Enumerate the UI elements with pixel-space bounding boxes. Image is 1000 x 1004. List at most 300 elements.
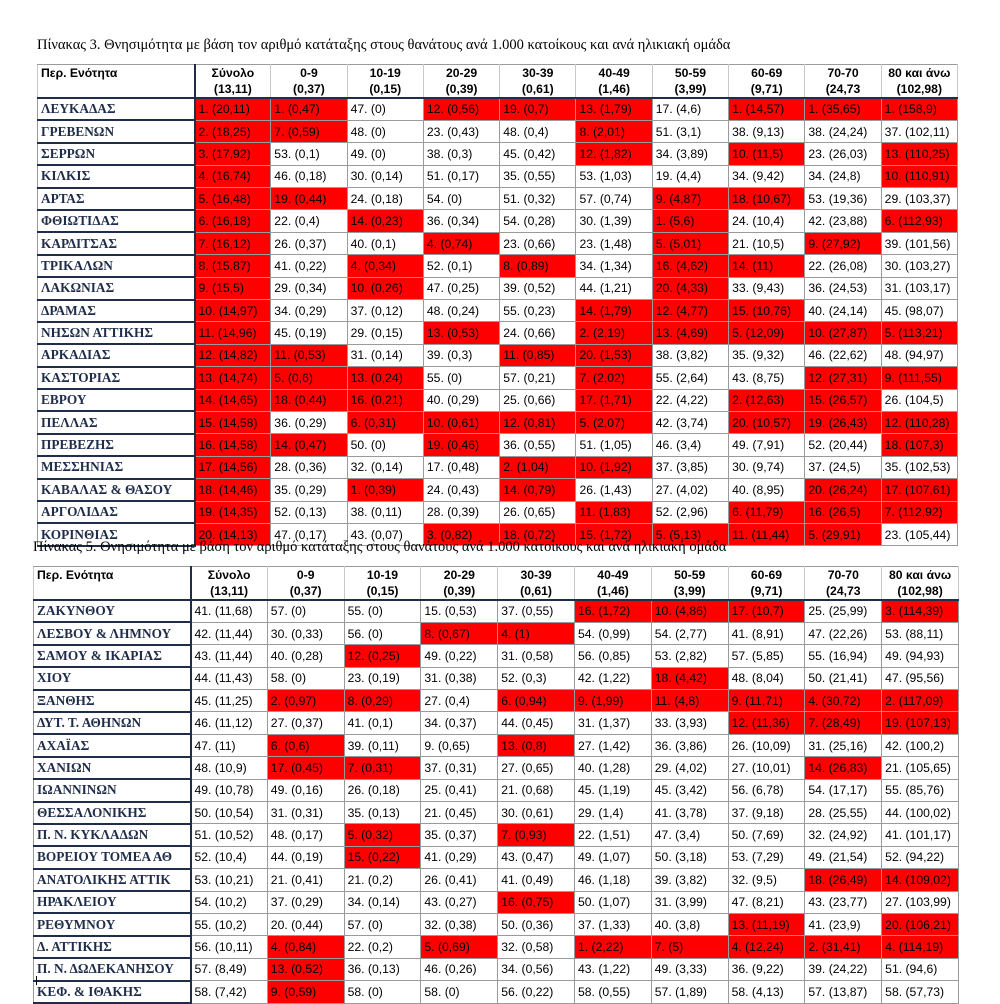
rank-cell: 41. (3,78)	[651, 802, 728, 824]
rank-cell: 41. (11,68)	[191, 600, 268, 622]
rank-cell: 57. (0)	[344, 913, 421, 935]
region-name: ΧΙΟΥ	[34, 667, 191, 689]
rank-cell: 39. (0,52)	[500, 277, 576, 299]
region-name: ΧΑΝΙΩΝ	[34, 757, 191, 779]
rank-cell: 22. (1,51)	[574, 824, 651, 846]
rank-cell-highlighted: 6. (112,93)	[881, 210, 957, 232]
rank-cell: 35. (9,32)	[729, 344, 805, 366]
rank-cell-highlighted: 12. (0,81)	[500, 411, 576, 433]
region-name: ΚΕΦ. & ΙΘΑΚΗΣ	[34, 981, 191, 1003]
rank-cell: 37. (9,18)	[728, 802, 805, 824]
column-header-label: 60-69	[729, 65, 805, 82]
rank-cell: 36. (24,53)	[805, 277, 881, 299]
region-name: ΑΝΑΤΟΛΙΚΗΣ ΑΤΤΙΚ	[34, 869, 191, 891]
table-row	[38, 210, 958, 232]
table-row	[34, 690, 959, 712]
rank-cell: 31. (3,99)	[651, 891, 728, 913]
rank-cell-highlighted: 19. (14,35)	[195, 501, 271, 523]
rank-cell: 40. (1,28)	[574, 757, 651, 779]
table-row	[34, 913, 959, 935]
rank-cell: 9. (0,65)	[421, 734, 498, 756]
rank-cell: 23. (0,43)	[423, 120, 499, 142]
rank-cell: 31. (0,31)	[267, 802, 344, 824]
region-name: ΑΧΑΪΑΣ	[34, 734, 191, 756]
table-row	[38, 143, 958, 165]
rank-cell: 36. (0,13)	[344, 958, 421, 980]
rank-cell-highlighted: 14. (26,83)	[805, 757, 882, 779]
column-header-average: (0,61)	[500, 81, 576, 98]
rank-cell-highlighted: 15. (14,58)	[195, 411, 271, 433]
rank-cell-highlighted: 4. (0,84)	[267, 936, 344, 958]
table-row	[34, 600, 959, 622]
rank-cell: 48. (0,4)	[500, 120, 576, 142]
rank-cell: 34. (0,14)	[344, 891, 421, 913]
rank-cell: 46. (11,12)	[191, 712, 268, 734]
region-name: ΖΑΚΥΝΘΟΥ	[34, 600, 191, 622]
rank-cell: 27. (1,42)	[574, 734, 651, 756]
region-name: ΝΗΣΩΝ ΑΤΤΙΚΗΣ	[38, 322, 195, 344]
rank-cell: 45. (3,42)	[651, 779, 728, 801]
rank-cell-highlighted: 13. (11,19)	[728, 913, 805, 935]
rank-cell: 47. (11)	[191, 734, 268, 756]
region-name: ΦΘΙΩΤΙΔΑΣ	[38, 210, 195, 232]
table-row	[34, 936, 959, 958]
rank-cell: 49. (10,78)	[191, 779, 268, 801]
table-row	[34, 734, 959, 756]
rank-cell: 24. (10,4)	[729, 210, 805, 232]
rank-cell: 52. (20,44)	[805, 434, 881, 456]
rank-cell: 43. (0,47)	[498, 846, 575, 868]
rank-cell: 45. (1,19)	[574, 779, 651, 801]
rank-cell: 43. (23,77)	[805, 891, 882, 913]
rank-cell: 51. (0,32)	[500, 188, 576, 210]
column-header-region: Περ. Ενότητα	[34, 567, 191, 601]
rank-cell: 40. (8,95)	[729, 479, 805, 501]
table-row	[38, 434, 958, 456]
table-row	[34, 869, 959, 891]
rank-cell: 41. (0,49)	[498, 869, 575, 891]
table-row	[34, 712, 959, 734]
rank-cell: 46. (0,26)	[421, 958, 498, 980]
table-row	[34, 622, 959, 644]
rank-cell-highlighted: 18. (0,72)	[500, 523, 576, 545]
rank-cell-highlighted: 5. (2,07)	[576, 411, 652, 433]
rank-cell-highlighted: 19. (0,7)	[500, 98, 576, 120]
column-header-label: 50-59	[652, 65, 728, 82]
table-row	[34, 891, 959, 913]
rank-cell: 45. (11,25)	[191, 690, 268, 712]
rank-cell: 32. (0,58)	[498, 936, 575, 958]
rank-cell: 26. (104,5)	[881, 389, 957, 411]
region-name: ΑΡΓΟΛΙΔΑΣ	[38, 501, 195, 523]
table-row	[34, 981, 959, 1003]
rank-cell: 46. (22,62)	[805, 344, 881, 366]
rank-cell: 28. (0,39)	[423, 501, 499, 523]
rank-cell: 42. (3,74)	[652, 411, 728, 433]
rank-cell: 38. (0,11)	[347, 501, 423, 523]
rank-cell-highlighted: 18. (26,49)	[805, 869, 882, 891]
rank-cell: 39. (101,56)	[881, 232, 957, 254]
region-name: ΔΡΑΜΑΣ	[38, 300, 195, 322]
rank-cell: 49. (7,91)	[729, 434, 805, 456]
rank-cell-highlighted: 16. (0,75)	[498, 891, 575, 913]
region-name: ΘΕΣΣΑΛΟΝΙΚΗΣ	[34, 802, 191, 824]
rank-cell: 33. (3,93)	[651, 712, 728, 734]
rank-cell-highlighted: 9. (1,99)	[574, 690, 651, 712]
region-name: ΣΑΜΟΥ & ΙΚΑΡΙΑΣ	[34, 645, 191, 667]
column-header-average: (0,15)	[344, 583, 421, 600]
rank-cell: 58. (7,42)	[191, 981, 268, 1003]
rank-cell: 43. (8,75)	[729, 367, 805, 389]
rank-cell: 30. (9,74)	[729, 456, 805, 478]
rank-cell-highlighted: 4. (12,24)	[728, 936, 805, 958]
rank-cell: 22. (26,08)	[805, 255, 881, 277]
region-name: Π. Ν. ΚΥΚΛΑΔΩΝ	[34, 824, 191, 846]
rank-cell-highlighted: 20. (106,21)	[882, 913, 959, 935]
rank-cell: 41. (8,91)	[728, 622, 805, 644]
rank-cell: 23. (26,03)	[805, 143, 881, 165]
column-header-average: (1,46)	[576, 81, 652, 98]
rank-cell: 27. (0,65)	[498, 757, 575, 779]
column-header-label: 30-39	[500, 65, 576, 82]
rank-cell: 23. (1,48)	[576, 232, 652, 254]
table-row	[38, 188, 958, 210]
column-header-label: 10-19	[344, 567, 421, 584]
rank-cell: 51. (94,6)	[882, 958, 959, 980]
rank-cell: 50. (0,36)	[498, 913, 575, 935]
rank-cell-highlighted: 7. (0,31)	[344, 757, 421, 779]
rank-cell-highlighted: 5. (12,09)	[729, 322, 805, 344]
rank-cell-highlighted: 1. (35,65)	[805, 98, 881, 120]
rank-cell: 26. (0,65)	[500, 501, 576, 523]
column-header-average: (24,73	[805, 81, 881, 98]
rank-cell-highlighted: 12. (11,36)	[728, 712, 805, 734]
rank-cell: 56. (0,22)	[498, 981, 575, 1003]
rank-cell: 28. (25,55)	[805, 802, 882, 824]
rank-cell-highlighted: 11. (0,53)	[271, 344, 347, 366]
rank-cell: 48. (8,04)	[728, 667, 805, 689]
rank-cell: 43. (0,27)	[421, 891, 498, 913]
rank-cell-highlighted: 7. (112,92)	[881, 501, 957, 523]
rank-cell: 52. (0,1)	[423, 255, 499, 277]
rank-cell-highlighted: 15. (26,57)	[805, 389, 881, 411]
table-row	[38, 411, 958, 433]
rank-cell-highlighted: 2. (1,04)	[500, 456, 576, 478]
rank-cell: 37. (1,33)	[574, 913, 651, 935]
rank-cell: 49. (1,07)	[574, 846, 651, 868]
rank-cell: 51. (1,05)	[576, 434, 652, 456]
rank-cell-highlighted: 6. (16,18)	[195, 210, 271, 232]
rank-cell: 50. (0)	[347, 434, 423, 456]
rank-cell: 49. (0,22)	[421, 645, 498, 667]
rank-cell: 55. (10,2)	[191, 913, 268, 935]
column-header-average: (3,99)	[652, 81, 728, 98]
table-row	[38, 120, 958, 142]
rank-cell: 26. (0,18)	[344, 779, 421, 801]
rank-cell-highlighted: 14. (11)	[729, 255, 805, 277]
region-name: Δ. ΑΤΤΙΚΗΣ	[34, 936, 191, 958]
rank-cell-highlighted: 4. (114,19)	[882, 936, 959, 958]
region-name: ΞΑΝΘΗΣ	[34, 690, 191, 712]
rank-cell: 20. (0,44)	[267, 913, 344, 935]
rank-cell-highlighted: 12. (110,28)	[881, 411, 957, 433]
rank-cell: 58. (57,73)	[882, 981, 959, 1003]
rank-cell-highlighted: 13. (0,52)	[267, 958, 344, 980]
rank-cell: 15. (0,53)	[421, 600, 498, 622]
rank-cell: 27. (0,4)	[421, 690, 498, 712]
rank-cell: 21. (0,2)	[344, 869, 421, 891]
rank-cell: 52. (94,22)	[882, 846, 959, 868]
rank-cell-highlighted: 1. (0,47)	[271, 98, 347, 120]
rank-cell: 22. (0,2)	[344, 936, 421, 958]
rank-cell-highlighted: 10. (27,87)	[805, 322, 881, 344]
table-row	[38, 344, 958, 366]
rank-cell-highlighted: 7. (28,49)	[805, 712, 882, 734]
rank-cell: 40. (0,29)	[423, 389, 499, 411]
rank-cell: 21. (0,41)	[267, 869, 344, 891]
rank-cell-highlighted: 7. (5)	[651, 936, 728, 958]
region-name: ΣΕΡΡΩΝ	[38, 143, 195, 165]
rank-cell: 40. (3,8)	[651, 913, 728, 935]
rank-cell: 54. (0,99)	[574, 622, 651, 644]
rank-cell-highlighted: 12. (4,77)	[652, 300, 728, 322]
column-header-average: (13,11)	[191, 583, 268, 600]
rank-cell-highlighted: 12. (27,31)	[805, 367, 881, 389]
rank-cell-highlighted: 17. (14,56)	[195, 456, 271, 478]
rank-cell: 26. (0,41)	[421, 869, 498, 891]
rank-cell: 31. (103,17)	[881, 277, 957, 299]
rank-cell: 39. (0,3)	[423, 344, 499, 366]
rank-cell: 57. (8,49)	[191, 958, 268, 980]
region-name: ΛΕΣΒΟΥ & ΛΗΜΝΟΥ	[34, 622, 191, 644]
rank-cell-highlighted: 5. (5,13)	[652, 523, 728, 545]
rank-cell-highlighted: 13. (110,25)	[881, 143, 957, 165]
rank-cell-highlighted: 13. (14,74)	[195, 367, 271, 389]
column-header-label: Σύνολο	[191, 567, 268, 584]
rank-cell: 44. (11,43)	[191, 667, 268, 689]
rank-cell-highlighted: 16. (4,62)	[652, 255, 728, 277]
table1-caption: Πίνακας 3. Θνησιμότητα με βάση τον αριθμό κατάταξης στους θανάτους ανά 1.000 κατοίκους και ανά ηλικιακή ομάδα	[37, 37, 731, 53]
rank-cell: 53. (0,1)	[271, 143, 347, 165]
rank-cell: 37. (0,29)	[267, 891, 344, 913]
rank-cell-highlighted: 15. (1,72)	[576, 523, 652, 545]
rank-cell: 53. (19,36)	[805, 188, 881, 210]
rank-cell: 36. (0,34)	[423, 210, 499, 232]
rank-cell: 31. (25,16)	[805, 734, 882, 756]
rank-cell: 49. (0)	[347, 143, 423, 165]
rank-cell: 55. (0,23)	[500, 300, 576, 322]
table-row	[38, 277, 958, 299]
rank-cell: 26. (10,09)	[728, 734, 805, 756]
rank-cell-highlighted: 16. (14,58)	[195, 434, 271, 456]
rank-cell-highlighted: 13. (4,69)	[652, 322, 728, 344]
rank-cell-highlighted: 3. (0,82)	[423, 523, 499, 545]
rank-cell-highlighted: 4. (0,34)	[347, 255, 423, 277]
rank-cell-highlighted: 11. (4,8)	[651, 690, 728, 712]
rank-cell-highlighted: 13. (0,24)	[347, 367, 423, 389]
region-name: ΕΒΡΟΥ	[38, 389, 195, 411]
rank-cell-highlighted: 14. (1,79)	[576, 300, 652, 322]
rank-cell-highlighted: 12. (1,82)	[576, 143, 652, 165]
rank-cell: 47. (22,26)	[805, 622, 882, 644]
rank-cell: 34. (0,56)	[498, 958, 575, 980]
rank-cell: 25. (0,66)	[500, 389, 576, 411]
rank-cell: 58. (4,13)	[728, 981, 805, 1003]
rank-cell: 26. (0,37)	[271, 232, 347, 254]
rank-cell: 39. (0,11)	[344, 734, 421, 756]
rank-cell: 53. (1,03)	[576, 165, 652, 187]
region-name: ΠΕΛΛΑΣ	[38, 411, 195, 433]
rank-cell: 46. (3,4)	[652, 434, 728, 456]
rank-cell-highlighted: 18. (4,42)	[651, 667, 728, 689]
rank-cell: 41. (0,22)	[271, 255, 347, 277]
rank-cell-highlighted: 18. (14,46)	[195, 479, 271, 501]
rank-cell: 37. (0,55)	[498, 600, 575, 622]
rank-cell: 27. (0,37)	[267, 712, 344, 734]
rank-cell-highlighted: 10. (0,26)	[347, 277, 423, 299]
rank-cell: 17. (0,48)	[423, 456, 499, 478]
rank-cell-highlighted: 1. (5,6)	[652, 210, 728, 232]
mortality-rank-table-5	[33, 566, 959, 1004]
rank-cell-highlighted: 16. (26,5)	[805, 501, 881, 523]
rank-cell-highlighted: 13. (1,79)	[576, 98, 652, 120]
rank-cell-highlighted: 8. (0,89)	[500, 255, 576, 277]
table2-caption: Πίνακας 5. Θνησιμότητα με βάση τον αριθμό κατάταξης στους θανάτους ανά 1.000 κατοίκους και ανά ηλικιακή ομάδα	[33, 539, 727, 555]
rank-cell-highlighted: 2. (18,25)	[195, 120, 271, 142]
table-row	[38, 255, 958, 277]
rank-cell: 50. (21,41)	[805, 667, 882, 689]
rank-cell: 38. (9,13)	[729, 120, 805, 142]
rank-cell-highlighted: 1. (158,9)	[881, 98, 957, 120]
rank-cell: 31. (0,14)	[347, 344, 423, 366]
rank-cell-highlighted: 12. (0,56)	[423, 98, 499, 120]
rank-cell: 44. (0,45)	[498, 712, 575, 734]
rank-cell: 57. (1,89)	[651, 981, 728, 1003]
rank-cell: 57. (5,85)	[728, 645, 805, 667]
region-name: ΑΡΤΑΣ	[38, 188, 195, 210]
rank-cell: 53. (88,11)	[882, 622, 959, 644]
rank-cell: 42. (11,44)	[191, 622, 268, 644]
text-cursor	[36, 976, 37, 985]
rank-cell: 33. (9,43)	[729, 277, 805, 299]
rank-cell: 35. (102,53)	[881, 456, 957, 478]
rank-cell: 37. (102,11)	[881, 120, 957, 142]
column-header-average: (0,39)	[421, 583, 498, 600]
region-name: ΑΡΚΑΔΙΑΣ	[38, 344, 195, 366]
rank-cell-highlighted: 18. (10,67)	[729, 188, 805, 210]
rank-cell-highlighted: 14. (109,02)	[882, 869, 959, 891]
region-name: Π. Ν. ΔΩΔΕΚΑΝΗΣΟΥ	[34, 958, 191, 980]
rank-cell: 40. (24,14)	[805, 300, 881, 322]
rank-cell: 49. (3,33)	[651, 958, 728, 980]
rank-cell: 30. (0,33)	[267, 622, 344, 644]
rank-cell-highlighted: 7. (0,93)	[498, 824, 575, 846]
column-header-average: (0,37)	[267, 583, 344, 600]
rank-cell-highlighted: 9. (0,59)	[267, 981, 344, 1003]
column-header-label: Σύνολο	[195, 65, 271, 82]
rank-cell: 47. (0,25)	[423, 277, 499, 299]
rank-cell: 46. (0,18)	[271, 165, 347, 187]
rank-cell-highlighted: 5. (5,01)	[652, 232, 728, 254]
rank-cell: 45. (0,19)	[271, 322, 347, 344]
rank-cell: 44. (100,02)	[882, 802, 959, 824]
rank-cell: 22. (0,4)	[271, 210, 347, 232]
rank-cell: 44. (1,21)	[576, 277, 652, 299]
rank-cell: 42. (100,2)	[882, 734, 959, 756]
rank-cell: 23. (0,19)	[344, 667, 421, 689]
rank-cell: 48. (0,24)	[423, 300, 499, 322]
rank-cell: 25. (25,99)	[805, 600, 882, 622]
rank-cell-highlighted: 1. (0,39)	[347, 479, 423, 501]
rank-cell: 39. (3,82)	[651, 869, 728, 891]
column-header-average: (102,98)	[882, 583, 959, 600]
region-name: ΚΟΡΙΝΘΙΑΣ	[38, 523, 195, 545]
region-name: ΓΡΕΒΕΝΩΝ	[38, 120, 195, 142]
rank-cell: 35. (0,13)	[344, 802, 421, 824]
table1-container	[37, 64, 958, 547]
rank-cell-highlighted: 12. (14,82)	[195, 344, 271, 366]
rank-cell: 34. (0,29)	[271, 300, 347, 322]
column-header-label: 70-70	[805, 567, 882, 584]
rank-cell: 56. (10,11)	[191, 936, 268, 958]
rank-cell: 29. (1,4)	[574, 802, 651, 824]
rank-cell-highlighted: 4. (30,72)	[805, 690, 882, 712]
region-name: ΚΑΒΑΛΑΣ & ΘΑΣΟΥ	[38, 479, 195, 501]
rank-cell: 55. (16,94)	[805, 645, 882, 667]
rank-cell-highlighted: 5. (29,91)	[805, 523, 881, 545]
rank-cell-highlighted: 5. (0,6)	[271, 367, 347, 389]
rank-cell: 51. (0,17)	[423, 165, 499, 187]
column-header-label: 80 και άνω	[881, 65, 957, 82]
table2-container	[33, 566, 959, 1004]
rank-cell-highlighted: 20. (26,24)	[805, 479, 881, 501]
rank-cell: 21. (10,5)	[729, 232, 805, 254]
rank-cell: 37. (0,12)	[347, 300, 423, 322]
rank-cell: 56. (0,85)	[574, 645, 651, 667]
column-header-region: Περ. Ενότητα	[38, 65, 195, 99]
rank-cell-highlighted: 20. (10,57)	[729, 411, 805, 433]
rank-cell-highlighted: 15. (0,22)	[344, 846, 421, 868]
rank-cell: 54. (0)	[423, 188, 499, 210]
rank-cell: 34. (9,42)	[729, 165, 805, 187]
rank-cell: 24. (0,43)	[423, 479, 499, 501]
rank-cell: 49. (0,16)	[267, 779, 344, 801]
rank-cell: 48. (0)	[347, 120, 423, 142]
rank-cell-highlighted: 10. (110,91)	[881, 165, 957, 187]
rank-cell: 51. (10,52)	[191, 824, 268, 846]
column-header-label: 30-39	[498, 567, 575, 584]
table-row	[34, 824, 959, 846]
table-row	[34, 846, 959, 868]
table-row	[38, 456, 958, 478]
rank-cell-highlighted: 8. (0,29)	[344, 690, 421, 712]
rank-cell-highlighted: 7. (0,59)	[271, 120, 347, 142]
table-row	[38, 479, 958, 501]
rank-cell: 45. (98,07)	[881, 300, 957, 322]
rank-cell: 36. (9,22)	[728, 958, 805, 980]
rank-cell: 26. (1,43)	[576, 479, 652, 501]
rank-cell: 23. (0,66)	[500, 232, 576, 254]
rank-cell: 32. (0,14)	[347, 456, 423, 478]
rank-cell-highlighted: 16. (1,72)	[574, 600, 651, 622]
rank-cell-highlighted: 6. (0,31)	[347, 411, 423, 433]
rank-cell-highlighted: 14. (0,79)	[500, 479, 576, 501]
rank-cell-highlighted: 1. (20,11)	[195, 98, 271, 120]
column-header-label: 20-29	[423, 65, 499, 82]
rank-cell: 50. (7,69)	[728, 824, 805, 846]
rank-cell: 52. (0,3)	[498, 667, 575, 689]
rank-cell-highlighted: 9. (27,92)	[805, 232, 881, 254]
